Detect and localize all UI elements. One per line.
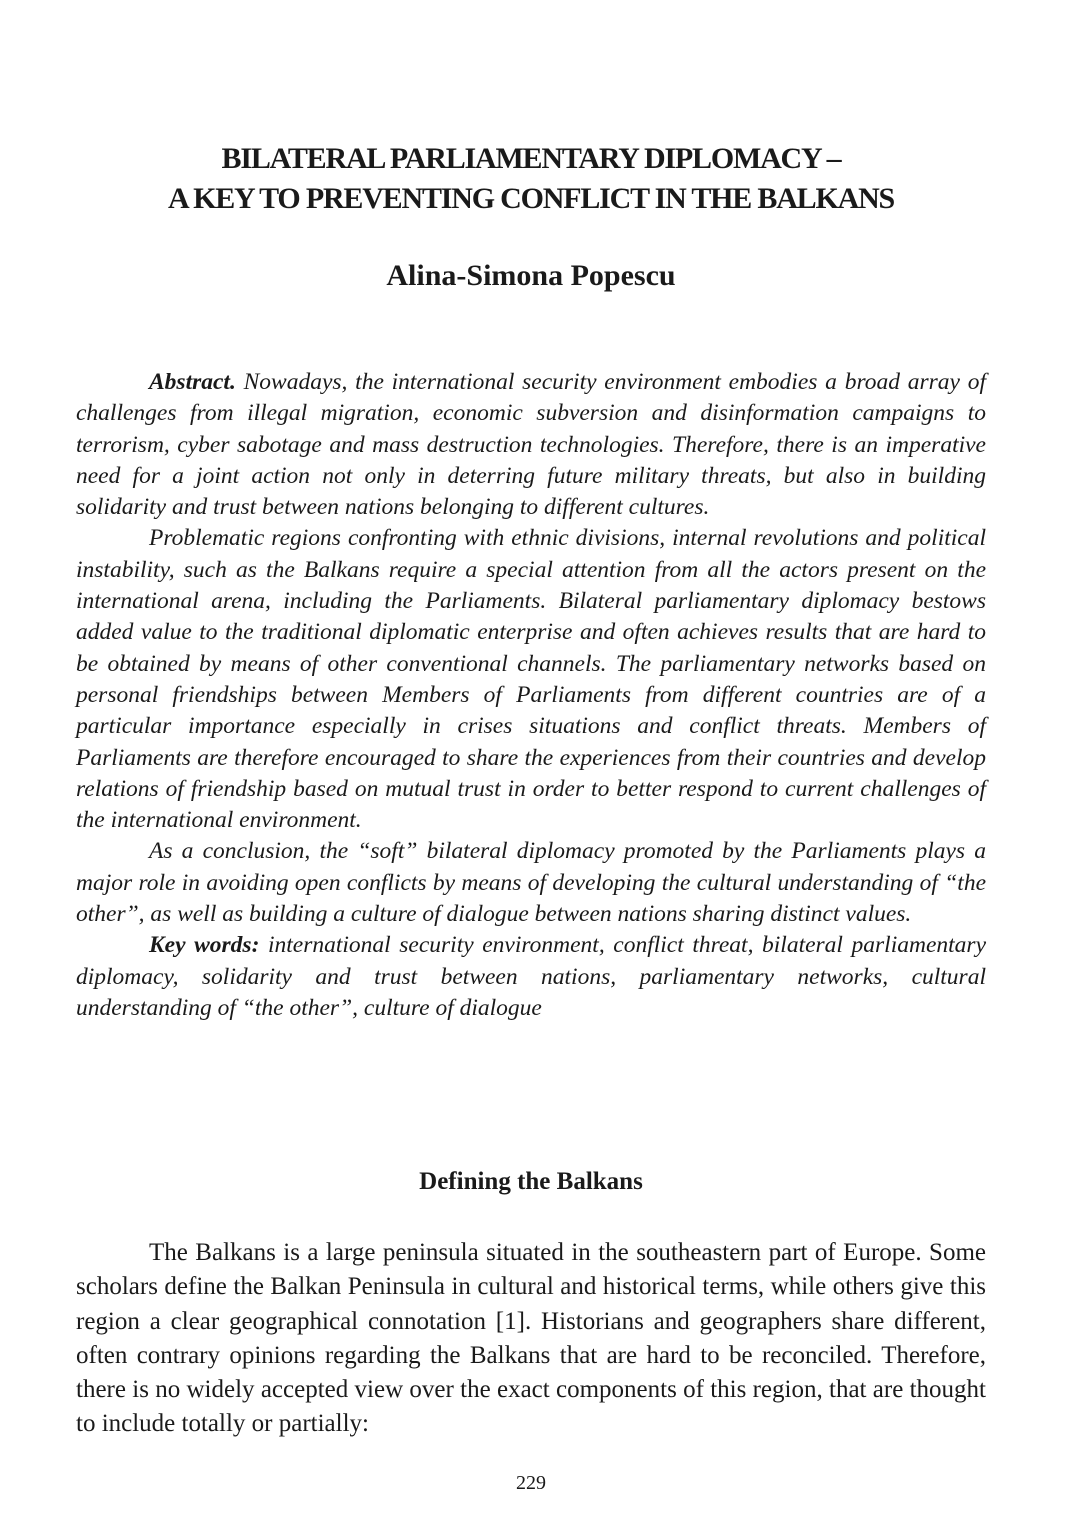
paper-page — [76, 0, 986, 1530]
title-line-1: BILATERAL PARLIAMENTARY DIPLOMACY – — [221, 142, 841, 175]
abstract-paragraph-2: Problematic regions confronting with ethnic divisions, internal revolutions and political instability, such as the Balkans require a special attention from all the actors present on the international arena, including the Parliaments. Bilateral parliamentary diplomacy bestows added value to the traditional diplomatic enterprise and often achieves results that are hard to be obtained by means of other conventional channels. The parliamentary networks based on personal friendships between Members of Parliaments from different countries are of a particular importance especially in crises situations and conflict threats. Members of Parliaments are therefore encouraged to share the experiences from their countries and develop relations of friendship based on mutual trust in order to better respond to current challenges of the international environment. — [76, 525, 986, 834]
paper-title — [76, 139, 986, 219]
body-text — [76, 1236, 986, 1442]
section-heading: Defining the Balkans — [419, 1168, 643, 1195]
abstract-paragraph-3: As a conclusion, the “soft” bilateral diplomacy promoted by the Parliaments plays a major role in avoiding open conflicts by means of developing the cultural understanding of “the other”, as well as building a culture of dialogue between nations sharing distinct values. — [76, 838, 986, 928]
abstract-text-1: Nowadays, the international security environment embodies a broad array of challenges from illegal migration, economic subversion and disinformation campaigns to terrorism, cyber sabotage and mass destruction technologies. Therefore, there is an imperative need for a joint action not only in deterring future military threats, but also in building solidarity and trust between nations belonging to different cultures. — [76, 369, 986, 521]
body-paragraph: The Balkans is a large peninsula situated in the southeastern part of Europe. Some scholars define the Balkan Peninsula in cultural and historical terms, while others give this region a clear geographical connotation [1]. Historians and geographers share different, often contrary opinions regarding the Balkans that are hard to be reconciled. Therefore, there is no widely accepted view over the exact components of this region, that are thought to include totally or partially: — [76, 1239, 986, 1438]
keywords-label: Key words: — [149, 932, 260, 959]
title-line-2: A KEY TO PREVENTING CONFLICT IN THE BALKANS — [167, 182, 895, 215]
keywords-paragraph — [76, 930, 986, 1024]
page-number: 229 — [516, 1472, 546, 1494]
abstract — [76, 367, 986, 1024]
keywords-text: international security environment, conflict threat, bilateral parliamentary diplomacy, solidarity and trust between nations, parliamentary networks, cultural understanding of “the other”, culture of dialogue — [76, 932, 986, 1021]
author-name: Alina-Simona Popescu — [386, 259, 676, 292]
abstract-label: Abstract. — [149, 369, 236, 395]
abstract-paragraph-1 — [76, 367, 986, 523]
